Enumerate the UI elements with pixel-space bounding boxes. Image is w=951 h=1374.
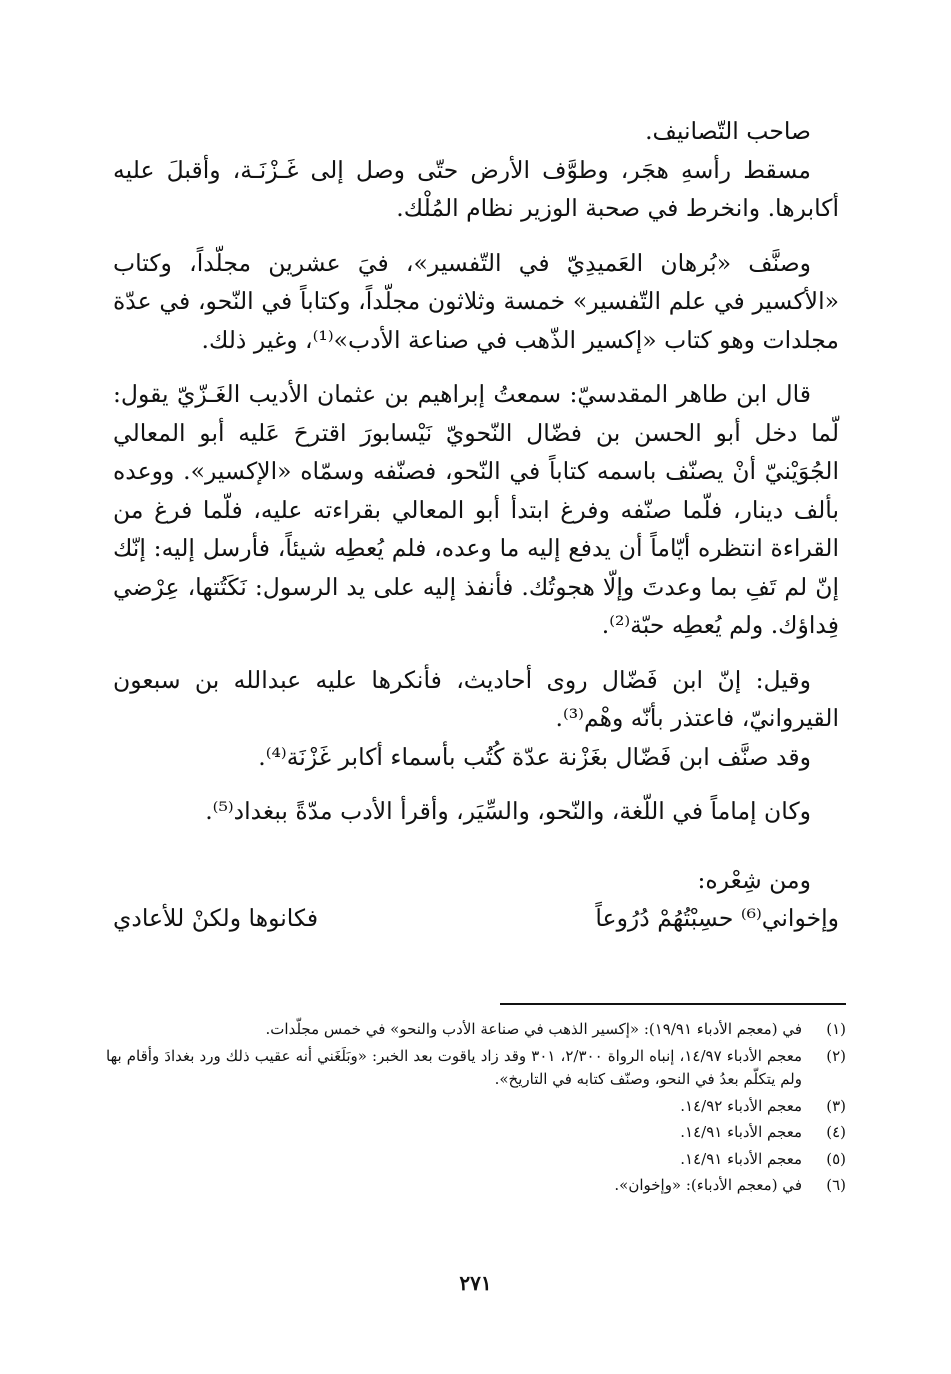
footnote bbox=[106, 1045, 846, 1092]
footnote-number: (٢) bbox=[826, 1046, 846, 1065]
footnote-text: معجم الأدباء ١٤/٩١. bbox=[680, 1149, 802, 1168]
main-text bbox=[113, 112, 839, 938]
paragraph-works: وصنَّف «بُرهان العَميدِيّ في التّفسير»، فيَ عشرين مجلّداً، وكتاب «الأكسير في علم التّفسير» خمسة وثلاثون مجلّداً، وكتاباً في النّحو، في عدّة مجلدات وهو كتاب «إكسير الذّهب في صناعة الأدب»⁽¹⁾، وغير ذلك. bbox=[113, 248, 839, 354]
verse-second-hemistich: فكانوها ولكنْ للأعادي bbox=[113, 904, 319, 932]
footnote-number: (٣) bbox=[826, 1096, 846, 1115]
paragraph-hadith: وقيل: إنّ ابن فَضّال روى أحاديث، فأنكرها عليه عبدالله بن سبعون القيروانيّ، فاعتذر بأنّه وهْم⁽³⁾. bbox=[113, 665, 839, 732]
footnote-text: معجم الأدباء ١٤/٩١. bbox=[680, 1123, 802, 1141]
poem-verse bbox=[113, 899, 839, 938]
footnote-text: في (معجم الأدباء ١٩/٩١): «إكسير الذهب في صناعة الأدب والنحو» في خمس مجلّدات. bbox=[265, 1020, 802, 1038]
footnote-number: (٤) bbox=[826, 1123, 846, 1141]
page-number: ٢٧١ bbox=[459, 1271, 492, 1295]
paragraph-books: وقد صنَّف ابن فَضّال بغَزْنة عدّة كُتُب بأسماء أكابر غَزْنَة⁽⁴⁾. bbox=[258, 742, 811, 771]
footnote-number: (٦) bbox=[826, 1176, 846, 1194]
footnote bbox=[106, 1148, 846, 1172]
footnote-text: في (معجم الأدباء): «وإخوان». bbox=[614, 1176, 802, 1194]
opening-line: صاحب التّصانيف. bbox=[645, 117, 811, 145]
footnotes bbox=[106, 1018, 846, 1201]
footnote-text: معجم الأدباء ١٤/٩٧، إنباه الرواة ٢/٣٠٠، ٣٠١ وقد زاد ياقوت بعد الخبر: «وبَلَغَني أنه عقيب ذلك ورد بغدادَ وأقام بها ولم يتكلّم بعدُ في النحو، وصنّف كتابه في التاريخ». bbox=[106, 1046, 802, 1088]
footnote-number: (١) bbox=[826, 1020, 846, 1038]
footnote-separator bbox=[500, 1003, 846, 1005]
paragraph-ghazna: مسقط رأسهِ هجَر، وطوَّف الأرض حتّى وصل إلى غَـزْنَـة، وأقبلَ عليه أكابرها. وانخرط في صحبة الوزير نظام المُلْك. bbox=[113, 155, 839, 222]
footnote bbox=[106, 1018, 846, 1042]
footnote bbox=[106, 1121, 846, 1145]
paragraph-anecdote: قال ابن طاهر المقدسيّ: سمعتُ إبراهيم بن عثمان الأديب الغَـزّيّ يقول: لّما دخل أبو الحسن بن فضّال النّحويّ نَيْسابورَ اقترحَ عَليه أبو المعالي الجُوَيْنيّ أنْ يصنّف باسمه كتاباً في النّحو، فصنّفه وسمّاه «الإكسير». ووعده بألف دينار، فلّما صنّفه وفرغ ابتدأ أبو المعالي بقراءته عليه، فلّما فرغ من القراءة انتظره أيّاماً أن يدفع إليه ما وعده، فلم يُعطِه شيئاً، فأرسل إليه: إنّك إنّ لم تَفِ بما وعدتَ وإلّا هجوتُك. فأنفذ إليه على يد الرسول: نَكَتُتها، عِرْضي فِداؤك. ولم يُعطِه حبّة⁽²⁾. bbox=[113, 380, 839, 639]
footnote bbox=[106, 1174, 846, 1198]
footnote-number: (٥) bbox=[826, 1149, 846, 1168]
verse-first-hemistich: وإخواني⁽⁶⁾ حسِبْتُهُمْ دُرُوعاً bbox=[595, 904, 839, 932]
paragraph-imam: وكان إماماً في اللّغة، والنّحو، والسِّيَر، وأقرأ الأدب مدّةً ببغداد⁽⁵⁾. bbox=[205, 797, 811, 825]
footnote bbox=[106, 1095, 846, 1119]
poem-intro: ومن شِعْره: bbox=[697, 865, 811, 894]
footnote-text: معجم الأدباء ١٤/٩٢. bbox=[680, 1096, 802, 1115]
